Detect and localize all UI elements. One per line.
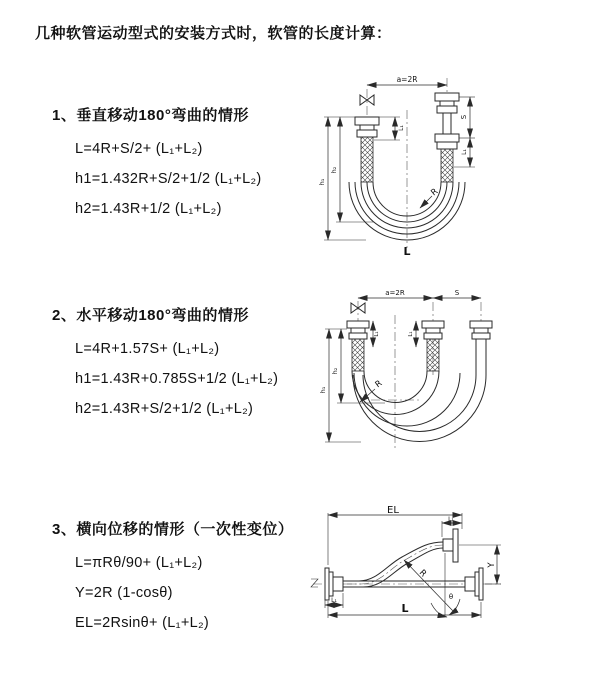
top-dimension bbox=[367, 75, 447, 85]
hose-braid bbox=[352, 339, 364, 371]
section-vertical-movement bbox=[52, 104, 262, 224]
diagram-lateral-displacement bbox=[305, 505, 600, 655]
angle-construction bbox=[404, 553, 460, 617]
right-hose-leg bbox=[470, 321, 492, 375]
left-hose-leg bbox=[347, 321, 369, 371]
d1-length-label: L bbox=[403, 245, 411, 258]
formula-EL: EL=2Rsinθ+ (L₁+L₂) bbox=[75, 615, 210, 631]
formula-L: L=πRθ/90+ (L₁+L₂) bbox=[75, 555, 203, 571]
hose-braid bbox=[361, 137, 373, 182]
l1-top-dimension bbox=[442, 516, 462, 537]
d2-dim-l1-mid-label: L₁ bbox=[408, 331, 414, 337]
d3-dim-l1-top-label: L₁ bbox=[448, 516, 454, 523]
d2-dim-s-label: S bbox=[454, 289, 460, 297]
d3-dim-l1-left-label: L₁ bbox=[331, 597, 337, 604]
fitting-dimensions bbox=[373, 321, 416, 347]
d1-dim-h1-label: h₁ bbox=[318, 178, 326, 186]
d2-dim-l1-left-label: L₁ bbox=[374, 331, 380, 337]
hose-braid bbox=[441, 149, 453, 182]
formula-L: L=4R+S/2+ (L₁+L₂) bbox=[75, 141, 203, 157]
d2-dim-h2-label: h₂ bbox=[331, 367, 339, 375]
d1-dim-l1-right-label: L₁ bbox=[461, 149, 468, 155]
d2-dim-h1-label: h₁ bbox=[319, 386, 327, 394]
page-title: 几种软管运动型式的安装方式时，软管的长度计算： bbox=[35, 25, 392, 42]
section-horizontal-movement bbox=[52, 304, 278, 424]
section-2-heading: 2、水平移动180°弯曲的情形 bbox=[52, 307, 249, 324]
formula-h1: h1=1.43R+0.785S+1/2 (L₁+L₂) bbox=[75, 371, 279, 387]
d2-dim-a-label: a=2R bbox=[385, 289, 405, 297]
centerlines bbox=[367, 78, 447, 248]
d3-dim-el-label: EL bbox=[387, 505, 399, 516]
diagram-vertical-180-bend bbox=[310, 70, 590, 260]
d1-dim-a-label: a=2R bbox=[396, 75, 418, 84]
formula-Y: Y=2R (1-cosθ) bbox=[75, 585, 173, 601]
u-bend-arcs bbox=[352, 371, 486, 442]
d1-dim-h2-label: h₂ bbox=[330, 166, 338, 174]
d3-radius-label: R bbox=[416, 568, 429, 580]
section-3-heading: 3、横向位移的情形（一次性变位） bbox=[52, 521, 294, 538]
d3-dim-l-label: L bbox=[401, 602, 409, 615]
d1-dim-l1-left-label: L₁ bbox=[398, 125, 405, 131]
d1-radius-label: R bbox=[429, 186, 441, 199]
l-dimension bbox=[328, 601, 481, 618]
d3-dim-y-label: Y bbox=[487, 562, 497, 568]
formula-h1: h1=1.432R+S/2+1/2 (L₁+L₂) bbox=[75, 171, 262, 187]
hose-braid bbox=[427, 339, 439, 371]
formula-h2: h2=1.43R+1/2 (L₁+L₂) bbox=[75, 201, 222, 217]
section-1-heading: 1、垂直移动180°弯曲的情形 bbox=[52, 107, 249, 124]
d2-radius-label: R bbox=[373, 378, 385, 391]
diagram-horizontal-180-bend bbox=[315, 285, 595, 460]
right-hose-leg bbox=[435, 93, 459, 182]
formula-h2: h2=1.43R+S/2+1/2 (L₁+L₂) bbox=[75, 401, 254, 417]
d1-dim-s-label: S bbox=[460, 114, 468, 120]
left-flange bbox=[325, 568, 343, 600]
left-hose-leg bbox=[355, 117, 379, 182]
d3-angle-theta-label: θ bbox=[448, 593, 454, 601]
break-mark bbox=[311, 579, 318, 587]
displaced-hose-position bbox=[343, 529, 458, 587]
middle-hose-leg bbox=[422, 321, 444, 371]
top-dimensions bbox=[358, 289, 481, 298]
section-lateral-displacement bbox=[52, 518, 293, 638]
formula-L: L=4R+1.57S+ (L₁+L₂) bbox=[75, 341, 220, 357]
